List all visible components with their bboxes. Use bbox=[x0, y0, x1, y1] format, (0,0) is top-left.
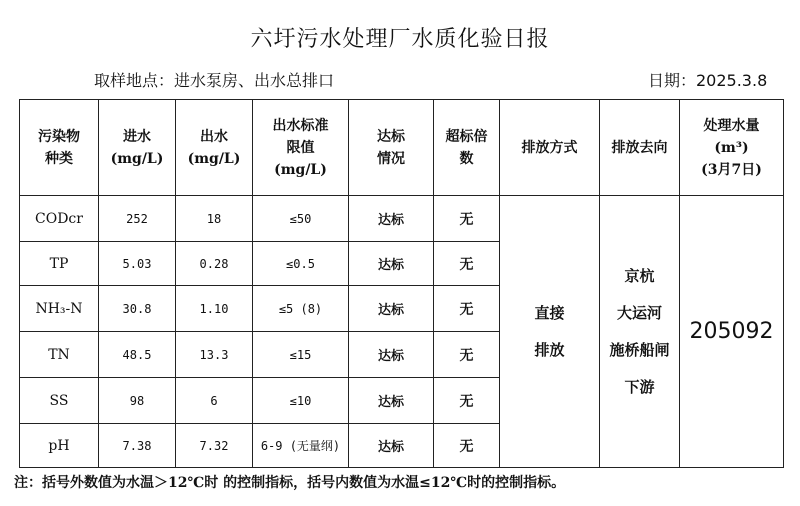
header-inflow: 进水 (mg/L) bbox=[99, 100, 176, 196]
exceed-cell: 无 bbox=[434, 286, 500, 332]
standard-cell: ≤0.5 bbox=[253, 242, 349, 286]
outflow-cell: 6 bbox=[176, 378, 253, 424]
header-discharge-dest: 排放去向 bbox=[600, 100, 680, 196]
header-discharge-method: 排放方式 bbox=[500, 100, 600, 196]
inflow-cell: 98 bbox=[99, 378, 176, 424]
table-row bbox=[20, 196, 784, 242]
header-compliance: 达标 情况 bbox=[349, 100, 434, 196]
inflow-cell: 30.8 bbox=[99, 286, 176, 332]
param-cell: CODcr bbox=[20, 196, 99, 242]
outflow-cell: 13.3 bbox=[176, 332, 253, 378]
param-cell: TN bbox=[20, 332, 99, 378]
exceed-cell: 无 bbox=[434, 378, 500, 424]
param-cell: NH₃-N bbox=[20, 286, 99, 332]
discharge-dest-cell: 京杭 大运河 施桥船闸 下游 bbox=[600, 196, 680, 468]
outflow-cell: 7.32 bbox=[176, 424, 253, 468]
param-cell: SS bbox=[20, 378, 99, 424]
exceed-cell: 无 bbox=[434, 332, 500, 378]
header-standard: 出水标准 限值 (mg/L) bbox=[253, 100, 349, 196]
discharge-method-cell: 直接 排放 bbox=[500, 196, 600, 468]
standard-cell: ≤50 bbox=[253, 196, 349, 242]
standard-cell: ≤15 bbox=[253, 332, 349, 378]
header-exceed: 超标倍 数 bbox=[434, 100, 500, 196]
exceed-cell: 无 bbox=[434, 196, 500, 242]
footnote: 注：括号外数值为水温＞12℃时 的控制指标，括号内数值为水温≤12℃时的控制指标。 bbox=[14, 475, 566, 491]
inflow-cell: 5.03 bbox=[99, 242, 176, 286]
header-outflow: 出水 (mg/L) bbox=[176, 100, 253, 196]
status-cell: 达标 bbox=[349, 196, 434, 242]
report-date: 日期：2025.3.8 bbox=[648, 71, 768, 90]
standard-cell: 6-9 (无量纲) bbox=[253, 424, 349, 468]
param-cell: TP bbox=[20, 242, 99, 286]
outflow-cell: 0.28 bbox=[176, 242, 253, 286]
standard-cell: ≤10 bbox=[253, 378, 349, 424]
inflow-cell: 7.38 bbox=[99, 424, 176, 468]
inflow-cell: 252 bbox=[99, 196, 176, 242]
outflow-cell: 18 bbox=[176, 196, 253, 242]
status-cell: 达标 bbox=[349, 378, 434, 424]
header-param: 污染物 种类 bbox=[20, 100, 99, 196]
inflow-cell: 48.5 bbox=[99, 332, 176, 378]
status-cell: 达标 bbox=[349, 332, 434, 378]
sampling-location: 取样地点：进水泵房、出水总排口 bbox=[94, 71, 335, 90]
water-quality-table bbox=[19, 99, 784, 468]
outflow-cell: 1.10 bbox=[176, 286, 253, 332]
header-row bbox=[20, 100, 784, 196]
report-title: 六圩污水处理厂水质化验日报 bbox=[250, 27, 550, 52]
exceed-cell: 无 bbox=[434, 242, 500, 286]
exceed-cell: 无 bbox=[434, 424, 500, 468]
header-volume: 处理水量 (m³) (3月7日) bbox=[680, 100, 784, 196]
status-cell: 达标 bbox=[349, 286, 434, 332]
treated-volume-cell: 205092 bbox=[680, 196, 784, 468]
param-cell: pH bbox=[20, 424, 99, 468]
status-cell: 达标 bbox=[349, 242, 434, 286]
standard-cell: ≤5 (8) bbox=[253, 286, 349, 332]
status-cell: 达标 bbox=[349, 424, 434, 468]
